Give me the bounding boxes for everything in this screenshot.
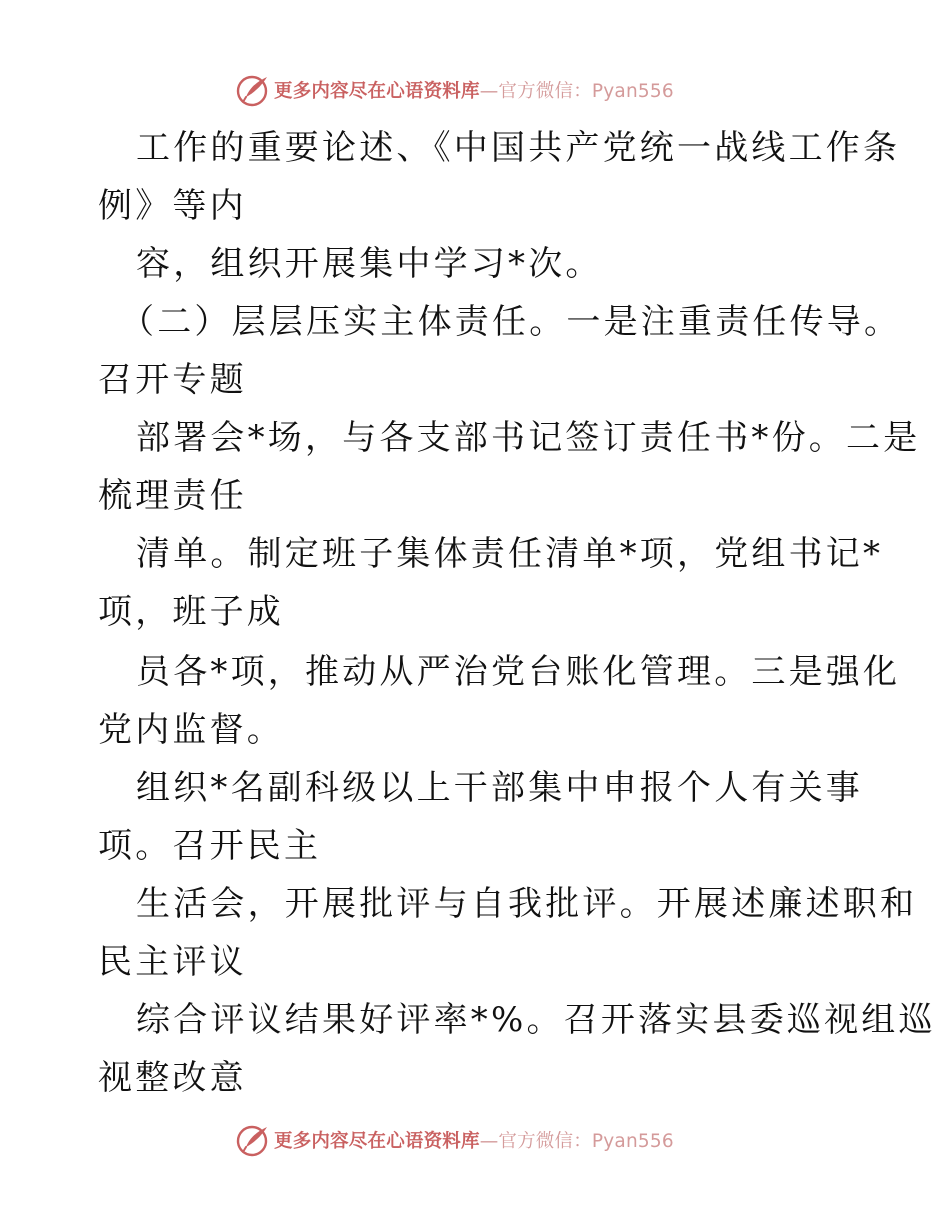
body-line: 视整改意 xyxy=(98,1058,247,1098)
body-line: 民主评议 xyxy=(98,942,247,982)
body-line: 员各*项，推动从严治党台账化管理。三是强化 xyxy=(136,652,901,692)
watermark-text xyxy=(274,1127,674,1153)
body-line: 部署会*场，与各支部书记签订责任书*份。二是 xyxy=(136,418,921,458)
body-line: 召开专题 xyxy=(98,360,247,400)
body-line: 生活会，开展批评与自我批评。开展述廉述职和 xyxy=(136,884,918,924)
body-line: 清单。制定班子集体责任清单*项，党组书记* xyxy=(136,534,884,574)
body-line: 项。召开民主 xyxy=(98,826,322,866)
feather-pen-logo-icon xyxy=(236,1123,270,1157)
body-line: （二）层层压实主体责任。一是注重责任传导。 xyxy=(120,302,902,342)
header-watermark xyxy=(236,72,674,108)
watermark-main: 更多内容尽在心语资料库 xyxy=(274,1131,480,1152)
footer-watermark xyxy=(236,1122,674,1158)
body-line: 例》等内 xyxy=(98,186,247,226)
body-line: 综合评议结果好评率*%。召开落实县委巡视组巡 xyxy=(136,1000,936,1040)
body-line: 容，组织开展集中学习*次。 xyxy=(136,244,603,284)
feather-pen-logo-icon xyxy=(236,73,270,107)
watermark-account: Pyan556 xyxy=(591,1131,674,1152)
body-line: 梳理责任 xyxy=(98,476,247,516)
watermark-tail: 官方微信： xyxy=(498,81,592,102)
body-line: 组织*名副科级以上干部集中申报个人有关事 xyxy=(136,768,863,808)
watermark-separator: — xyxy=(479,81,499,102)
watermark-text xyxy=(274,77,674,103)
body-line: 党内监督。 xyxy=(98,710,284,750)
body-line: 项，班子成 xyxy=(98,592,284,632)
body-line: 工作的重要论述、《中国共产党统一战线工作条 xyxy=(136,128,901,168)
watermark-tail: 官方微信： xyxy=(498,1131,592,1152)
watermark-separator: — xyxy=(479,1131,499,1152)
watermark-main: 更多内容尽在心语资料库 xyxy=(274,81,480,102)
watermark-account: Pyan556 xyxy=(591,81,674,102)
